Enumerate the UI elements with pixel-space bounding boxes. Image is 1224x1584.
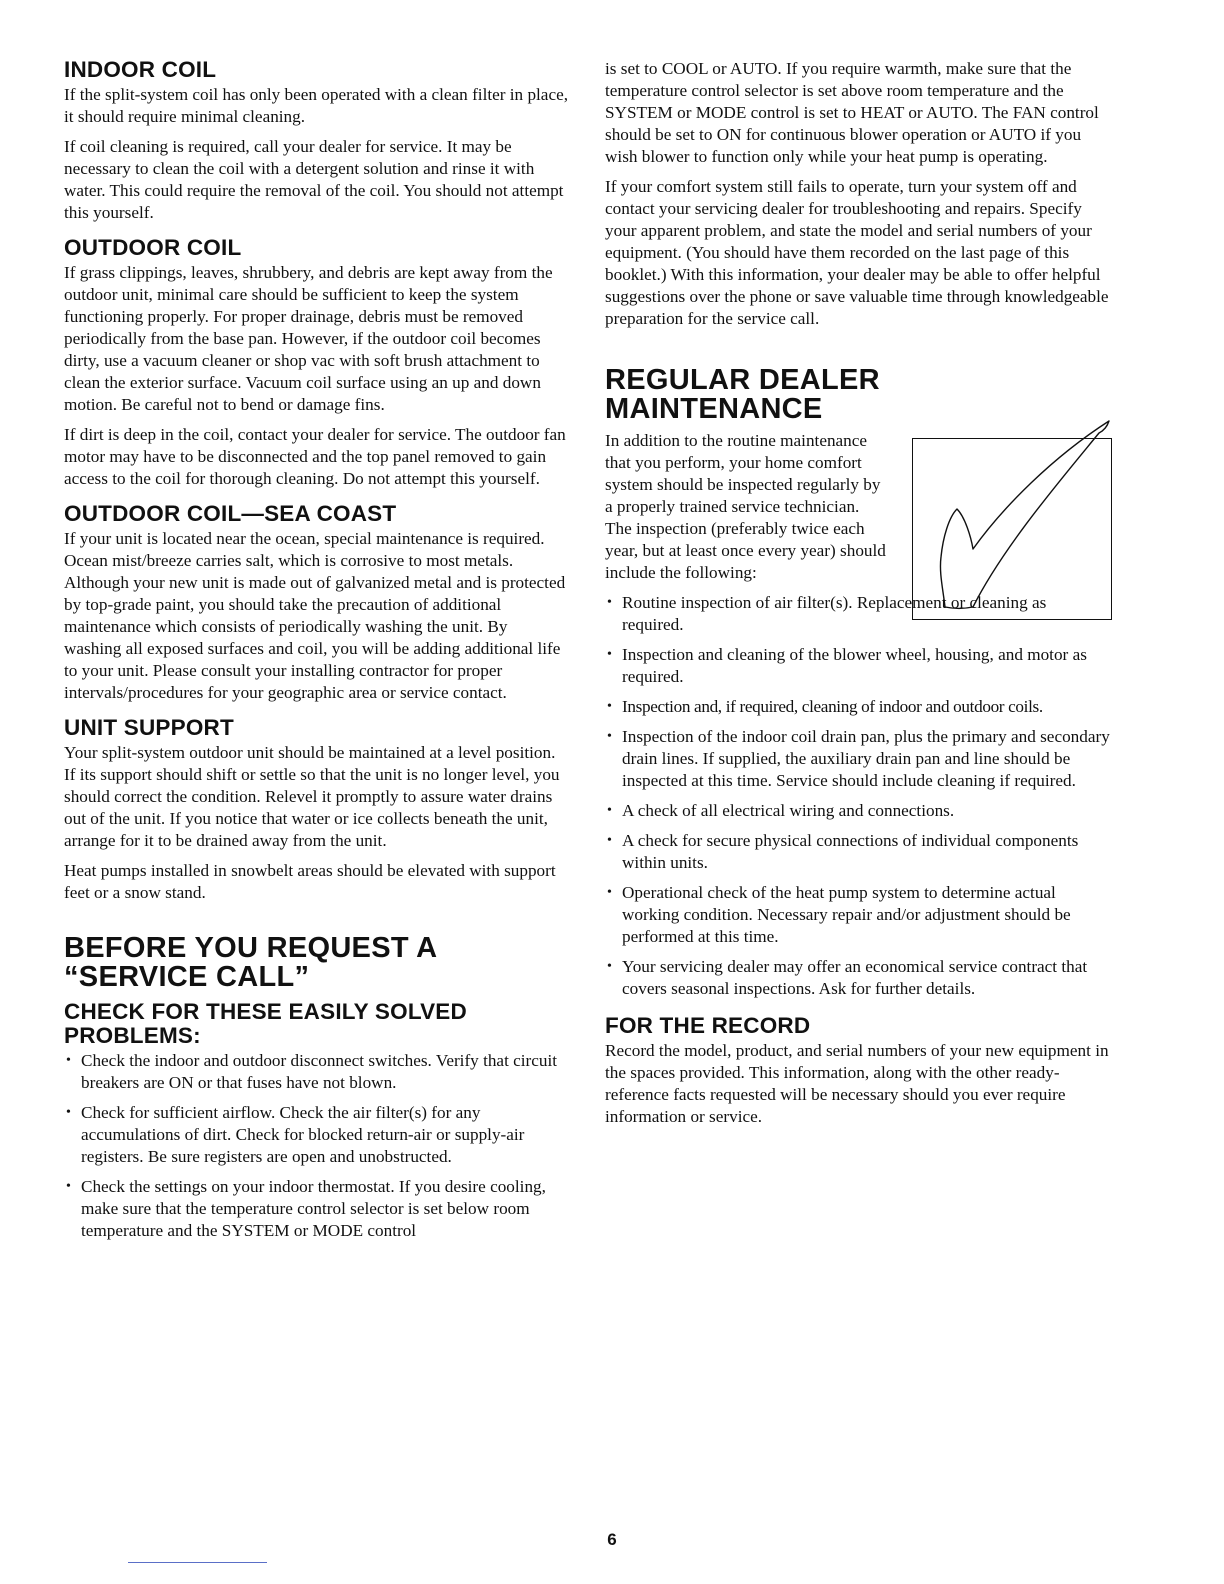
list-item: • Check for sufficient airflow. Check the air filter(s) for any accumulations of dirt. Check for blocked return-air or supply-air registers. Be sure registers are open and unobstructed. — [64, 1102, 568, 1168]
maintenance-intro-block — [605, 430, 1110, 584]
check-problems-line-2: PROBLEMS: — [64, 1023, 201, 1048]
outdoor-coil-paragraph-1: If grass clippings, leaves, shrubbery, and debris are kept away from the outdoor unit, minimal care should be sufficient to keep the system functioning properly. For proper drainage, debris must be removed periodically from the base pan. However, if the outdoor coil becomes dirty, use a vacuum cleaner or shop vac with soft brush attachment to clean the exterior surface. Vacuum coil surface using an up and down motion. Be careful not to bend or damage fins. — [64, 263, 553, 414]
list-item: • Your servicing dealer may offer an economical service contract that covers seasonal inspections. Ask for further details. — [605, 956, 1110, 1000]
list-item: • Inspection and cleaning of the blower wheel, housing, and motor as required. — [605, 644, 1110, 688]
check-problems-subheading — [64, 1000, 568, 1048]
regular-maintenance-title — [605, 366, 1110, 424]
indoor-coil-heading: INDOOR COIL — [64, 57, 217, 82]
unit-support-paragraph-1: Your split-system outdoor unit should be maintained at a level position. If its support should shift or settle so that the unit is no longer level, you should correct the condition. Relevel it promptly to assure water drains out of the unit. If you notice that water or ice collects beneath the unit, arrange for it to be drained away from the unit. — [64, 743, 560, 850]
right-column — [605, 58, 1110, 1136]
list-item: • A check for secure physical connections of individual components within units. — [605, 830, 1110, 874]
list-item: • Inspection and, if required, cleaning of indoor and outdoor coils. — [605, 696, 1110, 718]
footer-rule — [128, 1562, 267, 1563]
list-item: • Operational check of the heat pump system to determine actual working condition. Necessary repair and/or adjustment should be performed at this time. — [605, 882, 1110, 948]
page-number: 6 — [607, 1530, 617, 1549]
unit-support-heading: UNIT SUPPORT — [64, 715, 234, 740]
for-the-record-heading: FOR THE RECORD — [605, 1013, 811, 1038]
continued-paragraph-2: If your comfort system still fails to operate, turn your system off and contact your servicing dealer for troubleshooting and repairs. Specify your apparent problem, and state the model and serial numbers of your equipment. (You should have them recorded on the last page of this booklet.) With this information, your dealer may be able to offer helpful suggestions over the phone or save valuable time through knowledgeable preparation for the service call. — [605, 177, 1109, 328]
check-problems-line-1: CHECK FOR THESE EASILY SOLVED — [64, 999, 467, 1024]
list-item: • Inspection of the indoor coil drain pan, plus the primary and secondary drain lines. If supplied, the auxiliary drain pan and line should be inspected at this time. Service should include cleaning if required. — [605, 726, 1110, 792]
regular-maintenance-title-line-1: REGULAR DEALER — [605, 364, 880, 396]
indoor-coil-paragraph-2: If coil cleaning is required, call your dealer for service. It may be necessary to clean the coil with a detergent solution and rinse it with water. This could require the removal of the coil. You should not attempt this yourself. — [64, 137, 564, 222]
continued-paragraph-1: is set to COOL or AUTO. If you require warmth, make sure that the temperature control selector is set above room temperature and the SYSTEM or MODE control is set to HEAT or AUTO. The FAN control should be set to ON for continuous blower operation or AUTO if you wish blower to function only while your heat pump is operating. — [605, 59, 1099, 166]
left-column — [64, 58, 568, 1250]
before-service-title-line-1: BEFORE YOU REQUEST A — [64, 932, 438, 964]
checkmark-icon — [913, 417, 1113, 621]
sea-coast-paragraph: If your unit is located near the ocean, special maintenance is required. Ocean mist/breeze carries salt, which is corrosive to most metals. Although your new unit is made out of galvanized metal and is protected by top-grade paint, you should take the precaution of additional maintenance which consists of periodically washing the unit. By washing all exposed surfaces and coil, you will be adding additional life to your unit. Please consult your installing contractor for proper intervals/procedures for your geographic area or service contact. — [64, 529, 566, 702]
maintenance-intro-paragraph: In addition to the routine maintenance that you perform, your home comfort system should be inspected regularly by a properly trained service technician. The inspection (preferably twice each year, but at least once every year) should include the following: — [605, 431, 886, 582]
list-item: • Check the indoor and outdoor disconnect switches. Verify that circuit breakers are ON or that fuses have not blown. — [64, 1050, 568, 1094]
sea-coast-heading: OUTDOOR COIL—SEA COAST — [64, 501, 397, 526]
regular-maintenance-title-line-2: MAINTENANCE — [605, 393, 823, 425]
list-item: • Check the settings on your indoor thermostat. If you desire cooling, make sure that the temperature control selector is set below room temperature and the SYSTEM or MODE control — [64, 1176, 568, 1242]
for-the-record-paragraph: Record the model, product, and serial numbers of your new equipment in the spaces provided. This information, along with the other ready-reference facts requested will be necessary should you ever require information or service. — [605, 1041, 1109, 1126]
list-item: • Routine inspection of air filter(s). Replacement or cleaning as required. — [605, 592, 1110, 636]
before-service-call-title — [64, 934, 568, 992]
outdoor-coil-paragraph-2: If dirt is deep in the coil, contact your dealer for service. The outdoor fan motor may have to be disconnected and the top panel removed to gain access to the coil for thorough cleaning. Do not attempt this yourself. — [64, 425, 566, 488]
list-item: • A check of all electrical wiring and connections. — [605, 800, 1110, 822]
outdoor-coil-heading: OUTDOOR COIL — [64, 235, 242, 260]
before-service-title-line-2: “SERVICE CALL” — [64, 961, 310, 993]
unit-support-paragraph-2: Heat pumps installed in snowbelt areas should be elevated with support feet or a snow stand. — [64, 861, 556, 902]
indoor-coil-paragraph-1: If the split-system coil has only been operated with a clean filter in place, it should require minimal cleaning. — [64, 85, 568, 126]
